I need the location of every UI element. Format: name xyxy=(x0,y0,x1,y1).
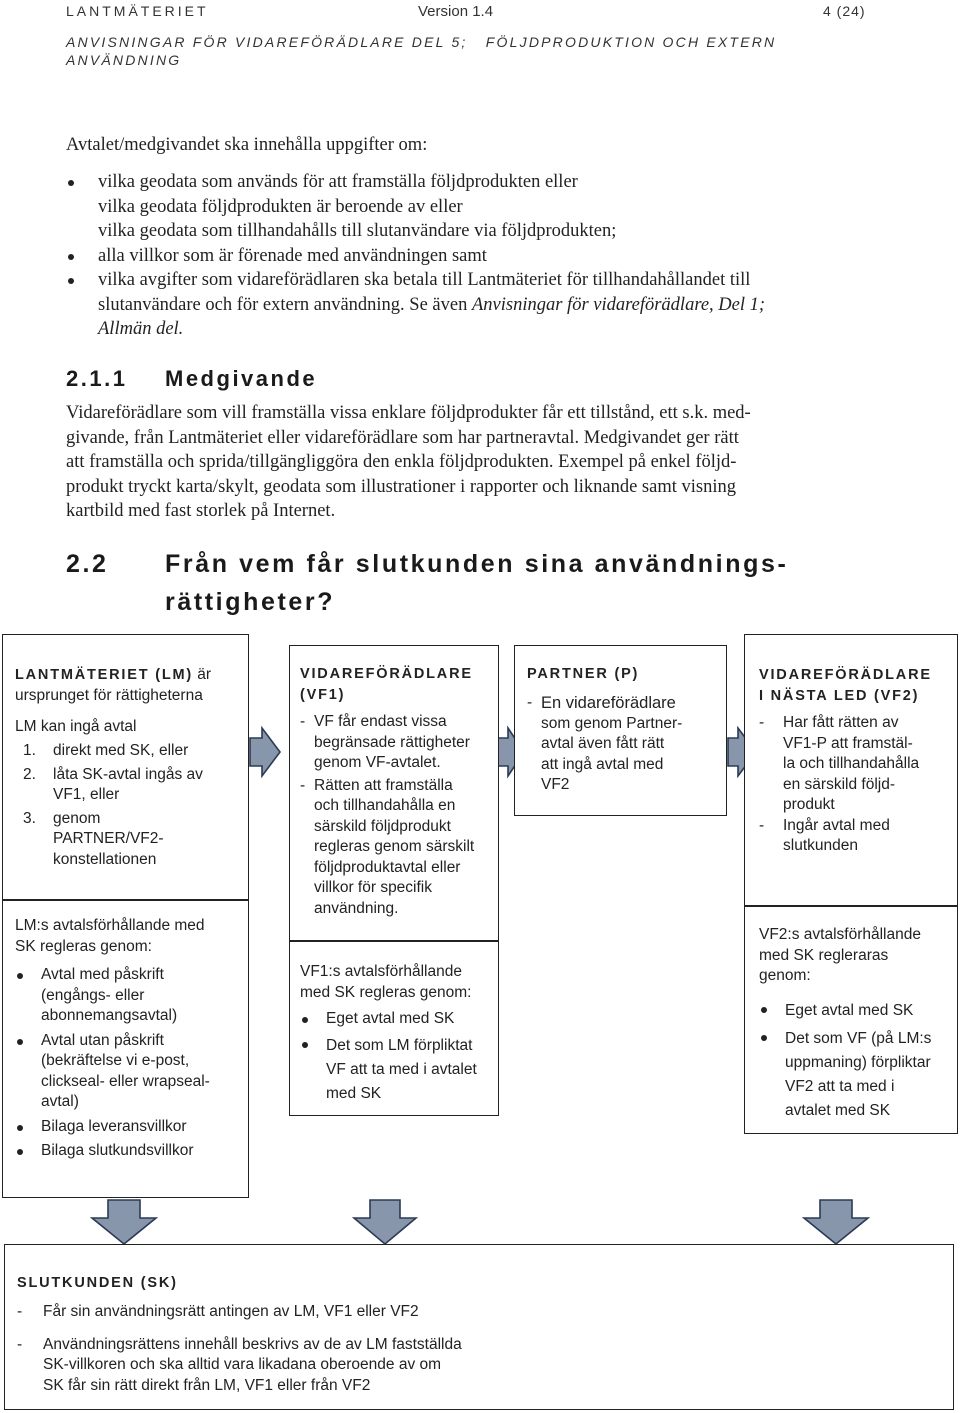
lm-box-text: LM kan ingå avtal xyxy=(15,717,137,735)
vf1-regulation-lead: med SK regleras genom: xyxy=(300,983,472,1001)
list-text: med SK xyxy=(326,1084,382,1102)
lm-regulation-list xyxy=(15,965,236,1162)
vf2-box-list xyxy=(759,713,947,857)
list-text: la och tillhandahålla xyxy=(783,755,920,772)
list-text: - Får sin användningsrätt antingen av LM, VF1 eller VF2 xyxy=(43,1303,419,1320)
paragraph-line: kartbild med fast storlek på Internet. xyxy=(66,501,336,521)
list-text: avtal även fått rätt xyxy=(541,735,665,752)
vf1-box-title: (VF1) xyxy=(300,687,346,703)
list-text: VF att ta med i avtalet xyxy=(326,1060,477,1078)
vf2-regulation-box xyxy=(744,906,958,1134)
list-text: SK får sin rätt direkt från LM, VF1 eller från VF2 xyxy=(43,1376,371,1394)
list-text: clickseal- eller wrapseal- xyxy=(41,1072,210,1090)
vf2-box-title: VIDAREFÖRÄDLARE xyxy=(759,667,932,683)
list-item xyxy=(300,712,488,774)
lm-box-numbered-list xyxy=(15,741,236,870)
slutkunden-box-list xyxy=(17,1302,941,1396)
lm-box-title: LANTMÄTERIET (LM) xyxy=(15,667,193,683)
header-subtitle-line1: ANVISNINGAR FÖR VIDAREFÖRÄDLARE DEL 5; FÖLJDPRODUKTION OCH EXTERN xyxy=(66,34,777,50)
vf1-box-list xyxy=(300,712,488,919)
paragraph-line: givande, från Lantmäteriet eller vidareförädlare som har partneravtal. Medgivandet ger rätt xyxy=(66,427,739,448)
list-text: - Ingår avtal med xyxy=(783,816,890,834)
lm-box-title-line xyxy=(15,665,236,686)
arrow-right-icon xyxy=(250,728,280,776)
bullet-text: vilka geodata som tillhandahålls till slutanvändare via följdprodukten; xyxy=(98,221,617,241)
lm-box-text: ursprunget för rättigheterna xyxy=(15,687,203,704)
lm-regulation-box xyxy=(2,900,249,1198)
vf1-regulation-list xyxy=(300,1009,488,1106)
list-item xyxy=(17,1302,941,1323)
list-text: genom xyxy=(53,809,101,827)
list-text: (engångs- eller xyxy=(41,986,145,1004)
bullet-text: alla villkor som är förenade med användningen samt xyxy=(98,245,487,266)
vf2-regulation-lead: VF2:s avtalsförhållande xyxy=(759,926,921,943)
list-item xyxy=(300,776,488,920)
paragraph-line: Vidareförädlare som vill framställa vissa enklare följdprodukter får ett tillstånd, ett s.k. med- xyxy=(66,403,751,423)
list-text: PARTNER/VF2- xyxy=(53,830,164,847)
list-text: och tillhandahålla en xyxy=(314,797,456,814)
list-text: regleras genom särskilt xyxy=(314,838,475,855)
list-item xyxy=(15,965,236,1027)
list-text: att ingå avtal med xyxy=(541,755,664,773)
section-title-line: rättigheter? xyxy=(165,588,336,616)
vf1-box-title: VIDAREFÖRÄDLARE xyxy=(300,666,473,682)
list-number: 3. xyxy=(23,809,36,827)
vf1-box xyxy=(289,645,499,941)
list-text: direkt med SK, eller xyxy=(53,742,189,759)
list-text: slutkunden xyxy=(783,837,858,854)
list-text: VF1-P att framstäl- xyxy=(783,734,913,752)
list-item xyxy=(527,693,716,796)
list-item xyxy=(300,1034,488,1106)
bullet-text: vilka avgifter som vidareförädlaren ska betala till Lantmäteriet för tillhandahållandet till xyxy=(98,270,751,290)
list-text: användning. xyxy=(314,899,399,917)
list-text: en särskild följd- xyxy=(783,775,895,793)
list-item xyxy=(759,999,947,1023)
partner-box-list xyxy=(527,693,716,796)
bullet-text-part: slutanvändare och för extern användning. Se även xyxy=(98,294,472,315)
partner-box-title: PARTNER (P) xyxy=(527,666,640,682)
list-item xyxy=(17,1335,941,1397)
section-number: 2.1.1 xyxy=(66,366,128,391)
slutkunden-box-title: SLUTKUNDEN (SK) xyxy=(17,1275,178,1291)
list-item xyxy=(759,1027,947,1123)
list-text: SK-villkoren och ska alltid vara likadana oberoende av om xyxy=(43,1356,442,1373)
header-subtitle-line2: ANVÄNDNING xyxy=(66,52,182,68)
document-reference: Allmän del. xyxy=(98,319,184,339)
list-text: (bekräftelse vi e-post, xyxy=(41,1052,190,1069)
list-text: VF2 xyxy=(541,776,570,793)
header-org: LANTMÄTERIET xyxy=(66,3,209,19)
list-text: konstellationen xyxy=(53,850,157,868)
lm-regulation-lead: SK regleras genom: xyxy=(15,937,152,955)
list-item xyxy=(300,1009,488,1030)
list-text: abonnemangsavtal) xyxy=(41,1007,178,1024)
list-item xyxy=(15,1031,236,1113)
list-item xyxy=(759,816,947,857)
list-item xyxy=(15,765,236,806)
lm-box xyxy=(2,634,249,900)
list-text: - En vidareförädlare xyxy=(541,694,676,712)
list-text: avtal) xyxy=(41,1093,79,1110)
header-page-number: 4 (24) xyxy=(823,3,866,19)
section-number: 2.2 xyxy=(66,550,109,578)
vf1-regulation-lead: VF1:s avtalsförhållande xyxy=(300,963,462,980)
section-title-line: Från vem får slutkunden sina användnings- xyxy=(165,550,789,578)
list-item xyxy=(759,713,947,816)
list-text: villkor för specifik xyxy=(314,879,432,896)
list-item xyxy=(15,1117,236,1138)
paragraph-line: att framställa och sprida/tillgängliggöra den enkla följdprodukten. Exempel på enkel följd- xyxy=(66,452,737,472)
list-text: begränsade rättigheter xyxy=(314,733,470,751)
bullet-text: vilka geodata följdprodukten är beroende av eller xyxy=(98,196,463,217)
lm-box-title-rest: är xyxy=(193,666,212,683)
list-text: VF1, eller xyxy=(53,786,120,803)
list-number: 2. xyxy=(23,765,36,783)
list-text: avtalet med SK xyxy=(785,1101,891,1119)
section-title: Medgivande xyxy=(165,366,318,391)
list-text: som genom Partner- xyxy=(541,714,683,732)
partner-box xyxy=(514,645,727,816)
list-item xyxy=(15,809,236,871)
vf2-box-title: I NÄSTA LED (VF2) xyxy=(759,688,920,704)
list-text: följdproduktavtal eller xyxy=(314,858,461,876)
vf2-box xyxy=(744,634,958,906)
document-reference: Anvisningar för vidareförädlare, Del 1; xyxy=(471,294,766,315)
vf1-regulation-box xyxy=(289,941,499,1116)
slutkunden-box xyxy=(4,1244,954,1410)
arrow-down-icon xyxy=(354,1200,416,1244)
list-text: Bilaga slutkundsvillkor xyxy=(41,1142,194,1159)
paragraph-line: produkt tryckt karta/skylt, geodata som illustrationer i rapporter och liknande samt visning xyxy=(66,476,736,497)
arrow-down-icon xyxy=(92,1200,156,1244)
vf2-regulation-list xyxy=(759,999,947,1123)
lm-regulation-lead: LM:s avtalsförhållande med xyxy=(15,917,205,934)
list-text: - Rätten att framställa xyxy=(314,776,453,794)
list-text: Avtal utan påskrift xyxy=(41,1031,164,1049)
list-text: Eget avtal med SK xyxy=(785,1001,914,1019)
vf2-regulation-lead: med SK regleraras xyxy=(759,946,889,964)
list-text: produkt xyxy=(783,796,835,813)
list-item xyxy=(15,1141,236,1162)
list-text: VF2 att ta med i xyxy=(785,1077,895,1095)
list-text: - VF får endast vissa xyxy=(314,713,447,730)
list-text: Avtal med påskrift xyxy=(41,966,164,983)
vf2-regulation-lead: genom: xyxy=(759,967,811,984)
list-text: Det som VF (på LM:s xyxy=(785,1029,932,1047)
list-text: uppmaning) förpliktar xyxy=(785,1053,931,1071)
bullet-text: vilka geodata som används för att framställa följdprodukten eller xyxy=(98,172,578,192)
header-version: Version 1.4 xyxy=(418,3,494,20)
list-text: låta SK-avtal ingås av xyxy=(53,765,203,783)
list-item xyxy=(15,741,236,762)
list-text: särskild följdprodukt xyxy=(314,817,451,835)
list-number: 1. xyxy=(23,742,36,759)
list-text: genom VF-avtalet. xyxy=(314,754,441,771)
arrow-down-icon xyxy=(804,1200,868,1244)
list-text: Bilaga leveransvillkor xyxy=(41,1117,187,1135)
intro-lead: Avtalet/medgivandet ska innehålla uppgifter om: xyxy=(66,135,428,155)
list-text: Det som LM förpliktat xyxy=(326,1036,473,1054)
list-text: - Användningsrättens innehåll beskrivs av de av LM fastställda xyxy=(43,1335,462,1353)
list-text: Eget avtal med SK xyxy=(326,1010,455,1027)
list-text: - Har fått rätten av xyxy=(783,714,899,731)
